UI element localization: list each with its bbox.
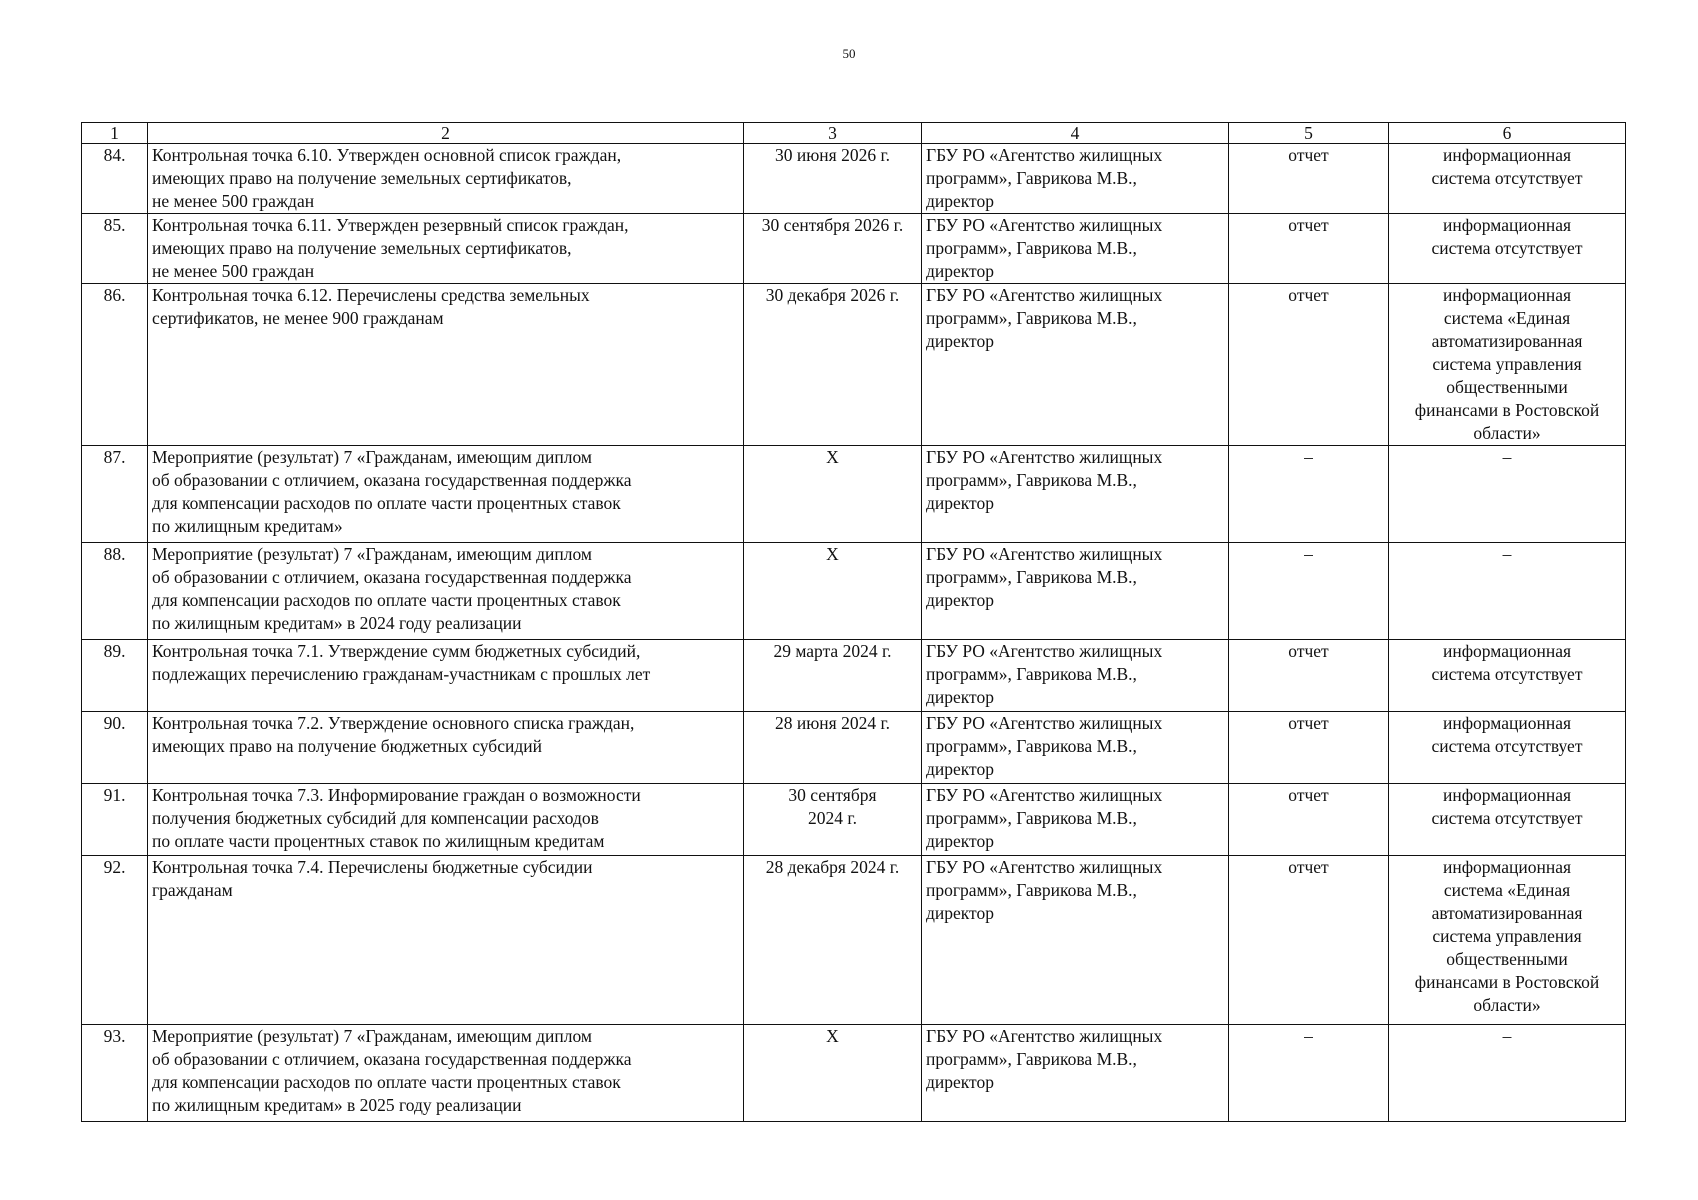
row-responsible: ГБУ РО «Агентство жилищных программ», Гаврикова М.В., директор bbox=[922, 214, 1229, 284]
row-document: отчет bbox=[1229, 214, 1389, 284]
column-header-document: 5 bbox=[1229, 123, 1389, 144]
row-responsible: ГБУ РО «Агентство жилищных программ», Гаврикова М.В., директор bbox=[922, 543, 1229, 640]
page-number: 50 bbox=[842, 46, 856, 61]
column-header-information-system: 6 bbox=[1389, 123, 1626, 144]
table-row bbox=[82, 640, 1626, 712]
row-information-system: информационная система отсутствует bbox=[1389, 640, 1626, 712]
row-number: 88. bbox=[82, 543, 148, 640]
row-number: 92. bbox=[82, 856, 148, 1025]
row-deadline: Х bbox=[744, 543, 922, 640]
row-responsible: ГБУ РО «Агентство жилищных программ», Гаврикова М.В., директор bbox=[922, 784, 1229, 856]
row-number: 86. bbox=[82, 284, 148, 446]
row-number: 91. bbox=[82, 784, 148, 856]
row-information-system: информационная система «Единая автоматизированная система управления общественными финансами в Ростовской области» bbox=[1389, 284, 1626, 446]
row-deadline: 30 сентября 2026 г. bbox=[744, 214, 922, 284]
row-document: отчет bbox=[1229, 712, 1389, 784]
row-description: Контрольная точка 7.2. Утверждение основного списка граждан, имеющих право на получение бюджетных субсидий bbox=[148, 712, 744, 784]
row-document: отчет bbox=[1229, 144, 1389, 214]
row-number: 90. bbox=[82, 712, 148, 784]
table-row bbox=[82, 284, 1626, 446]
row-information-system: информационная система «Единая автоматизированная система управления общественными финансами в Ростовской области» bbox=[1389, 856, 1626, 1025]
row-deadline: 28 июня 2024 г. bbox=[744, 712, 922, 784]
row-information-system: информационная система отсутствует bbox=[1389, 712, 1626, 784]
row-description: Контрольная точка 6.11. Утвержден резервный список граждан, имеющих право на получение земельных сертификатов, не менее 500 граждан bbox=[148, 214, 744, 284]
row-description: Контрольная точка 6.12. Перечислены средства земельных сертификатов, не менее 900 гражданам bbox=[148, 284, 744, 446]
row-responsible: ГБУ РО «Агентство жилищных программ», Гаврикова М.В., директор bbox=[922, 284, 1229, 446]
table-row bbox=[82, 784, 1626, 856]
row-information-system: – bbox=[1389, 543, 1626, 640]
row-document: – bbox=[1229, 1025, 1389, 1122]
row-number: 85. bbox=[82, 214, 148, 284]
column-header-responsible: 4 bbox=[922, 123, 1229, 144]
row-responsible: ГБУ РО «Агентство жилищных программ», Гаврикова М.В., директор bbox=[922, 1025, 1229, 1122]
control-points-table bbox=[81, 122, 1626, 1122]
row-number: 87. bbox=[82, 446, 148, 543]
row-number: 93. bbox=[82, 1025, 148, 1122]
row-information-system: – bbox=[1389, 446, 1626, 543]
table-row bbox=[82, 856, 1626, 1025]
row-document: отчет bbox=[1229, 640, 1389, 712]
row-document: – bbox=[1229, 543, 1389, 640]
row-responsible: ГБУ РО «Агентство жилищных программ», Гаврикова М.В., директор bbox=[922, 144, 1229, 214]
table-row bbox=[82, 1025, 1626, 1122]
row-document: отчет bbox=[1229, 784, 1389, 856]
row-deadline: 28 декабря 2024 г. bbox=[744, 856, 922, 1025]
row-deadline: 30 декабря 2026 г. bbox=[744, 284, 922, 446]
row-deadline: Х bbox=[744, 446, 922, 543]
row-document: отчет bbox=[1229, 856, 1389, 1025]
row-information-system: информационная система отсутствует bbox=[1389, 144, 1626, 214]
row-description: Контрольная точка 6.10. Утвержден основной список граждан, имеющих право на получение земельных сертификатов, не менее 500 граждан bbox=[148, 144, 744, 214]
row-number: 89. bbox=[82, 640, 148, 712]
row-document: отчет bbox=[1229, 284, 1389, 446]
row-information-system: информационная система отсутствует bbox=[1389, 214, 1626, 284]
table-row bbox=[82, 543, 1626, 640]
row-number: 84. bbox=[82, 144, 148, 214]
row-deadline: 29 марта 2024 г. bbox=[744, 640, 922, 712]
row-responsible: ГБУ РО «Агентство жилищных программ», Гаврикова М.В., директор bbox=[922, 856, 1229, 1025]
row-description: Мероприятие (результат) 7 «Гражданам, имеющим диплом об образовании с отличием, оказана государственная поддержка для компенсации расходов по оплате части процентных ставок по жилищным кредитам» в 2024 году реализации bbox=[148, 543, 744, 640]
table-row bbox=[82, 214, 1626, 284]
row-deadline: 30 июня 2026 г. bbox=[744, 144, 922, 214]
row-description: Мероприятие (результат) 7 «Гражданам, имеющим диплом об образовании с отличием, оказана государственная поддержка для компенсации расходов по оплате части процентных ставок по жилищным кредитам» в 2025 году реализации bbox=[148, 1025, 744, 1122]
column-header-description: 2 bbox=[148, 123, 744, 144]
column-header-deadline: 3 bbox=[744, 123, 922, 144]
table-row bbox=[82, 446, 1626, 543]
row-deadline: 30 сентября 2024 г. bbox=[744, 784, 922, 856]
column-header-number: 1 bbox=[82, 123, 148, 144]
row-document: – bbox=[1229, 446, 1389, 543]
row-deadline: Х bbox=[744, 1025, 922, 1122]
row-information-system: информационная система отсутствует bbox=[1389, 784, 1626, 856]
row-description: Контрольная точка 7.3. Информирование граждан о возможности получения бюджетных субсидий для компенсации расходов по оплате части процентных ставок по жилищным кредитам bbox=[148, 784, 744, 856]
table-row bbox=[82, 144, 1626, 214]
header-row bbox=[82, 123, 1626, 144]
row-description: Мероприятие (результат) 7 «Гражданам, имеющим диплом об образовании с отличием, оказана государственная поддержка для компенсации расходов по оплате части процентных ставок по жилищным кредитам» bbox=[148, 446, 744, 543]
table-row bbox=[82, 712, 1626, 784]
row-description: Контрольная точка 7.1. Утверждение сумм бюджетных субсидий, подлежащих перечислению гражданам-участникам с прошлых лет bbox=[148, 640, 744, 712]
row-responsible: ГБУ РО «Агентство жилищных программ», Гаврикова М.В., директор bbox=[922, 712, 1229, 784]
row-responsible: ГБУ РО «Агентство жилищных программ», Гаврикова М.В., директор bbox=[922, 446, 1229, 543]
row-description: Контрольная точка 7.4. Перечислены бюджетные субсидии гражданам bbox=[148, 856, 744, 1025]
row-information-system: – bbox=[1389, 1025, 1626, 1122]
row-responsible: ГБУ РО «Агентство жилищных программ», Гаврикова М.В., директор bbox=[922, 640, 1229, 712]
